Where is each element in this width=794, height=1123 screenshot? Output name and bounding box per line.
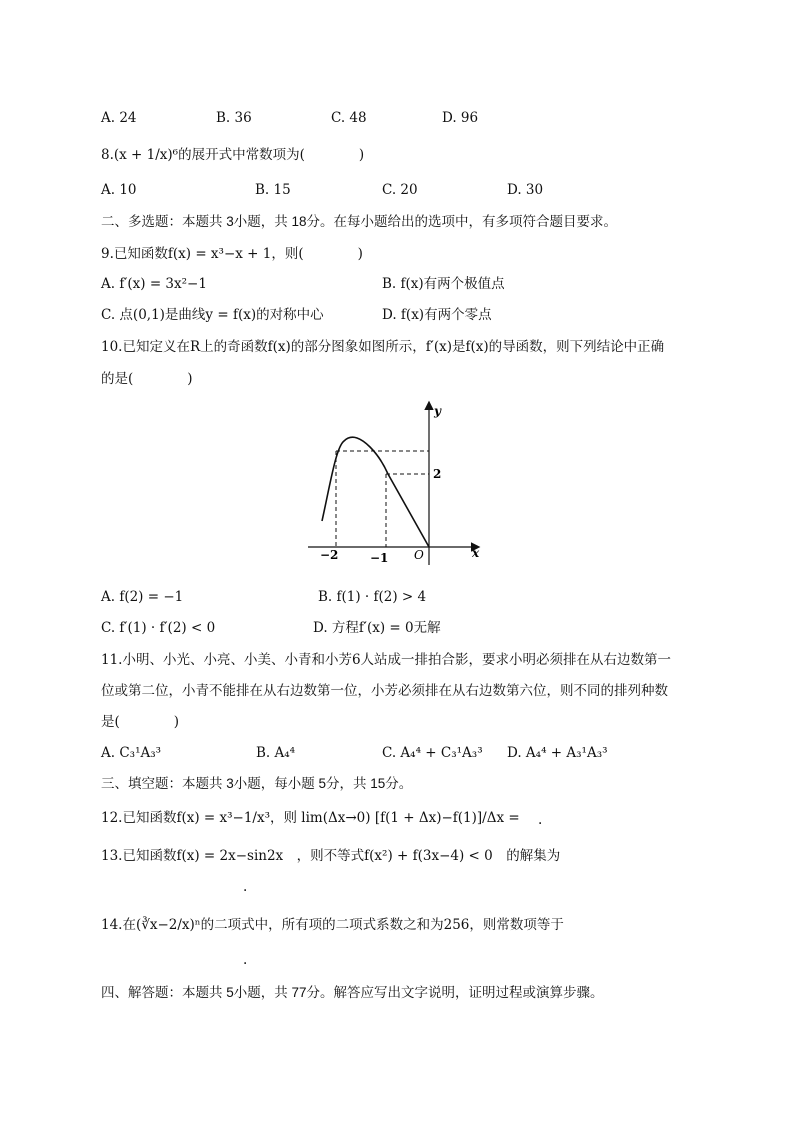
section4-heading: 四、解答题：本题共 5小题，共 77分。解答应写出文字说明，证明过程或演算步骤。 <box>101 985 604 1000</box>
q10-option-b: B. f(1) · f(2) > 4 <box>318 589 427 605</box>
q11-option-c: C. A₄⁴ + C₃¹A₃³ <box>382 745 483 761</box>
q8-stem: 8.(x + 1/x)⁶的展开式中常数项为( ) <box>101 147 365 163</box>
q7-option-a: A. 24 <box>101 110 137 126</box>
q9-option-c: C. 点(0,1)是曲线y = f(x)的对称中心 <box>101 307 324 323</box>
q8-option-b: B. 15 <box>255 182 291 198</box>
q13-end: . <box>243 879 248 895</box>
y-tick-2: 2 <box>433 467 442 481</box>
q8-option-a: A. 10 <box>101 182 137 198</box>
section3-heading: 三、填空题：本题共 3小题，每小题 5分，共 15分。 <box>101 776 413 791</box>
q10-function-graph <box>300 395 500 575</box>
q11-line1: 11.小明、小光、小亮、小美、小青和小芳6人站成一排拍合影，要求小明必须排在从右边数第一 <box>101 652 672 668</box>
q10-stem-line2: 的是( ) <box>101 371 193 387</box>
q14-end: . <box>243 952 248 968</box>
q12-stem: 12.已知函数f(x) = x³−1/x³，则 lim(Δx→0) [f(1 + Δx)−f(1)]/Δx = <box>101 810 520 826</box>
q9-option-d: D. f(x)有两个零点 <box>382 307 492 323</box>
q12-end: . <box>538 812 543 828</box>
origin-label: O <box>414 548 424 562</box>
q10-stem-line1: 10.已知定义在R上的奇函数f(x)的部分图象如图所示，f′(x)是f(x)的导函数，则下列结论中正确 <box>101 339 665 355</box>
q9-stem: 9.已知函数f(x) = x³−x + 1，则( ) <box>101 246 363 262</box>
x-axis-label: x <box>472 546 480 560</box>
q7-option-c: C. 48 <box>331 110 367 126</box>
x-tick-neg2: −2 <box>320 548 339 562</box>
q8-option-d: D. 30 <box>507 182 544 198</box>
q10-option-a: A. f(2) = −1 <box>101 589 184 605</box>
q11-option-d: D. A₄⁴ + A₃¹A₃³ <box>507 745 608 761</box>
x-tick-neg1: −1 <box>370 551 389 565</box>
q10-option-c: C. f′(1) · f′(2) < 0 <box>101 620 216 636</box>
q7-option-d: D. 96 <box>442 110 479 126</box>
function-curve <box>322 437 429 547</box>
q11-option-b: B. A₄⁴ <box>256 745 296 761</box>
q14-stem: 14.在(∛x−2/x)ⁿ的二项式中，所有项的二项式系数之和为256，则常数项等于 <box>101 917 564 933</box>
q7-option-b: B. 36 <box>216 110 252 126</box>
q11-line3: 是( ) <box>101 714 180 730</box>
q13-stem: 13.已知函数f(x) = 2x−sin2x ，则不等式f(x²) + f(3x−4) < 0 的解集为 <box>101 848 561 864</box>
q9-option-a: A. f′(x) = 3x²−1 <box>101 276 207 292</box>
q8-option-c: C. 20 <box>382 182 418 198</box>
section2-heading: 二、多选题：本题共 3小题，共 18分。在每小题给出的选项中，有多项符合题目要求。 <box>101 214 618 229</box>
q9-option-b: B. f(x)有两个极值点 <box>382 276 505 292</box>
y-axis-label: y <box>434 404 441 418</box>
q11-line2: 位或第二位，小青不能排在从右边数第一位，小芳必须排在从右边数第六位，则不同的排列种数 <box>101 683 668 699</box>
q11-option-a: A. C₃¹A₃³ <box>101 745 162 761</box>
q10-option-d: D. 方程f′(x) = 0无解 <box>313 620 441 636</box>
